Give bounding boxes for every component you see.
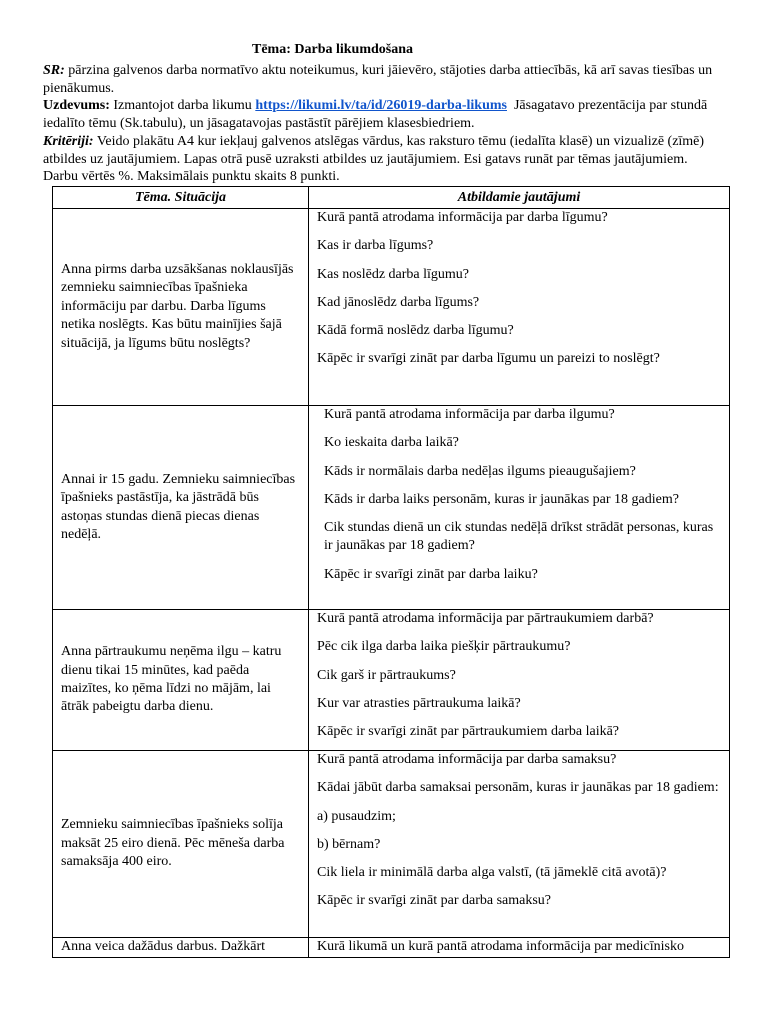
question-item: Cik garš ir pārtraukums? — [317, 667, 456, 683]
question-item: Kas ir darba līgums? — [317, 238, 434, 254]
column-header-questions: Atbildamie jautājumi — [309, 187, 730, 209]
task-paragraph — [43, 97, 723, 132]
table-row — [53, 751, 730, 938]
sr-text: pārzina galvenos darba normatīvo aktu noteikumus, kuri jāievēro, stājoties darba attiecībās, kā arī savas tiesības un pienākumus. — [43, 63, 713, 96]
criteria-text: Veido plakātu A4 kur iekļauj galvenos atslēgas vārdus, kas raksturo tēmu (iedalīta klasē) un vizualizē (zīmē) atbildes uz jautājumiem. Lapas otrā pusē uzraksti atbildes uz jautājumiem. Esi gatavs runāt par tēmas jautājumiem. Darbu vērtēs %. Maksimālais punktu skaits 8 punkti. — [43, 133, 705, 185]
law-link[interactable]: https://likumi.lv/ta/id/26019-darba-likums — [255, 98, 507, 114]
question-item: Kāds ir normālais darba nedēļas ilgums pieaugušajiem? — [324, 463, 636, 479]
situation-cell: Zemnieku saimniecības īpašnieks solīja maksāt 25 eiro dienā. Pēc mēneša darba samaksāja 400 eiro. — [53, 751, 309, 938]
question-item: b) bērnam? — [317, 836, 381, 852]
question-item: Cik stundas dienā un cik stundas nedēļā drīkst strādāt personas, kuras ir jaunākas par 18 gadiem? — [324, 520, 714, 554]
criteria-label: Kritēriji: — [43, 133, 94, 149]
situation-cell: Annai ir 15 gadu. Zemnieku saimniecības īpašnieks pastāstīja, ka jāstrādā būs astoņas stundas dienā piecas dienas nedēļā. — [53, 406, 309, 610]
table-header-row — [53, 187, 730, 209]
sr-label: SR: — [43, 63, 65, 78]
situation-cell: Anna pirms darba uzsākšanas noklausījās zemnieku saimniecības īpašnieka informāciju par darbu. Darba līgums netika noslēgts. Kas būtu mainījies šajā situācijā, ja līgums būtu noslēgts? — [53, 209, 309, 406]
table-row — [53, 406, 730, 610]
question-item: Kādai jābūt darba samaksai personām, kuras ir jaunākas par 18 gadiem: — [317, 780, 719, 796]
question-item: Kāpēc ir svarīgi zināt par darba līgumu un pareizi to noslēgt? — [317, 351, 660, 367]
questions-cell — [309, 209, 730, 406]
questions-cell — [309, 938, 730, 958]
question-item: Kad jānoslēdz darba līgums? — [317, 294, 480, 310]
criteria-paragraph — [43, 133, 723, 186]
topics-table — [52, 186, 730, 958]
question-item: Kas noslēdz darba līgumu? — [317, 266, 470, 282]
question-item: Kurā pantā atrodama informācija par pārtraukumiem darbā? — [317, 611, 654, 626]
table-row — [53, 610, 730, 751]
assignment-intro — [43, 62, 723, 186]
question-item: Kurā pantā atrodama informācija par darba ilgumu? — [324, 407, 615, 422]
sr-paragraph — [43, 62, 723, 97]
question-item: Kur var atrasties pārtraukuma laikā? — [317, 695, 521, 711]
question-item: Ko ieskaita darba laikā? — [324, 435, 459, 451]
question-item: Kāds ir darba laiks personām, kuras ir jaunākas par 18 gadiem? — [324, 491, 679, 507]
question-item: Pēc cik ilga darba laika piešķir pārtraukumu? — [317, 639, 571, 655]
question-item: Kāpēc ir svarīgi zināt par darba samaksu? — [317, 893, 552, 909]
question-item: Kāpēc ir svarīgi zināt par pārtraukumiem darba laikā? — [317, 724, 620, 740]
question-item: Kurā pantā atrodama informācija par darba līgumu? — [317, 210, 608, 225]
situation-cell: Anna veica dažādus darbus. Dažkārt — [53, 938, 309, 958]
question-item: a) pusaudzim; — [317, 808, 396, 824]
situation-cell: Anna pārtraukumu neņēma ilgu – katru dienu tikai 15 minūtes, kad paēda maizītes, ko ņēma līdzi no mājām, lai ātrāk pabeigtu darba dienu. — [53, 610, 309, 751]
task-text-2: Jāsagatavo prezentācija par stundā iedalīto tēmu (Sk.tabulu), un jāsagatavojas pastāstīt pārējiem klasesbiedriem. — [43, 98, 708, 132]
question-item: Kādā formā noslēdz darba līgumu? — [317, 323, 514, 339]
task-text-1: Izmantojot darba likumu — [113, 98, 252, 114]
task-label: Uzdevums: — [43, 98, 110, 114]
table-row — [53, 938, 730, 958]
questions-cell — [309, 751, 730, 938]
column-header-topic: Tēma. Situācija — [53, 187, 309, 209]
question-item: Cik liela ir minimālā darba alga valstī, (tā jāmeklē citā avotā)? — [317, 865, 667, 881]
page-title: Tēma: Darba likumdošana — [252, 42, 414, 57]
questions-cell — [309, 406, 730, 610]
question-item: Kurā likumā un kurā pantā atrodama informācija par medicīnisko — [317, 939, 684, 954]
questions-cell — [309, 610, 730, 751]
question-item: Kurā pantā atrodama informācija par darba samaksu? — [317, 752, 617, 767]
question-item: Kāpēc ir svarīgi zināt par darba laiku? — [324, 566, 538, 582]
table-row — [53, 209, 730, 406]
